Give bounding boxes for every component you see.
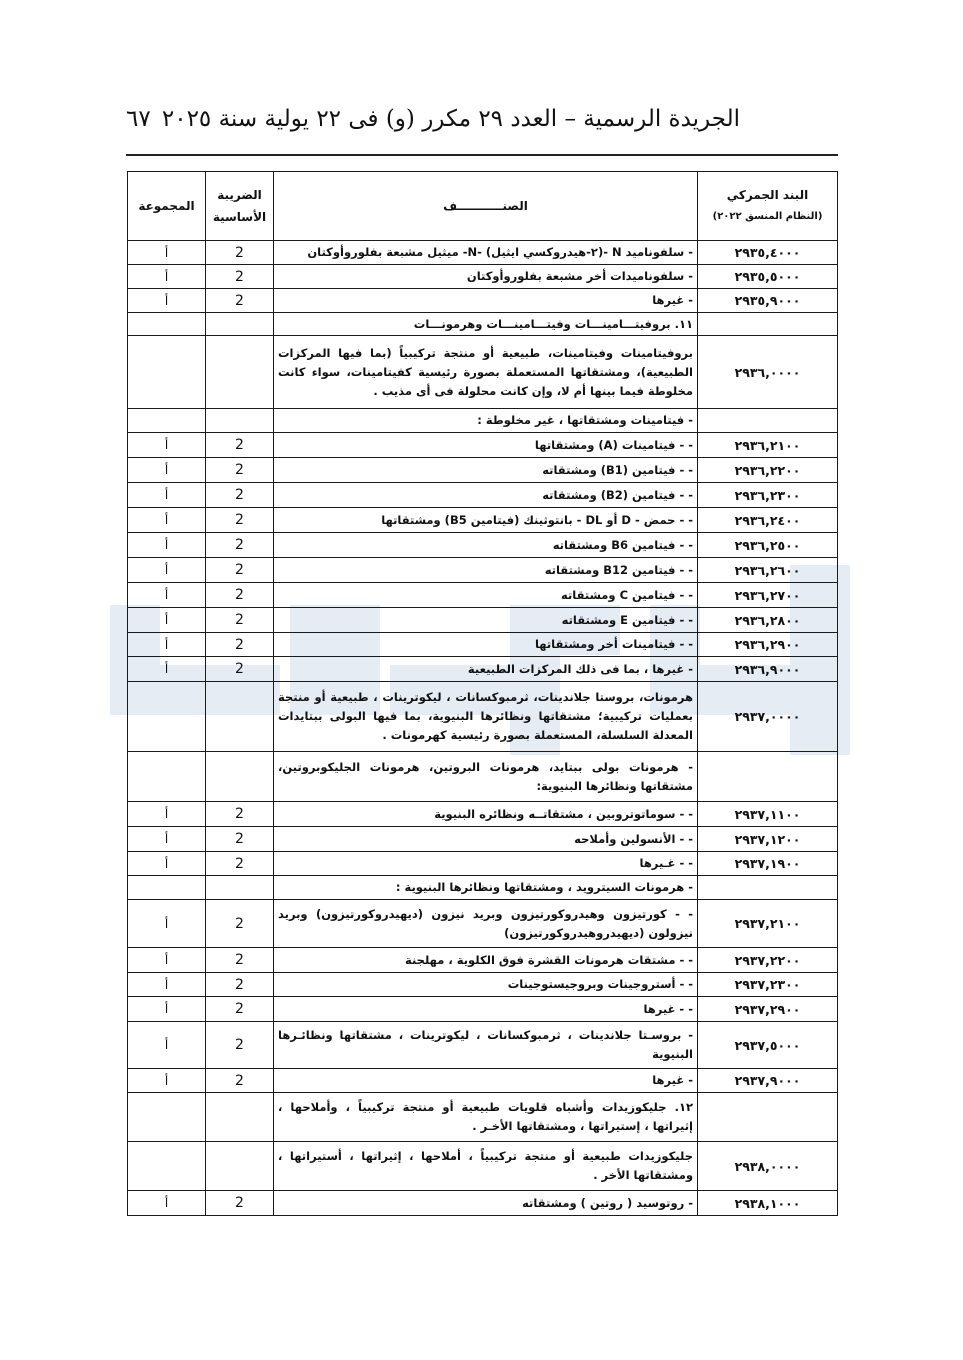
row-code: ٢٩٣٦,٢١٠٠ <box>698 433 838 458</box>
row-rate: 2 <box>206 241 274 265</box>
table-row <box>128 533 838 558</box>
table-row <box>128 583 838 608</box>
table-row <box>128 633 838 657</box>
row-rate: 2 <box>206 1191 274 1216</box>
row-description: - - حمض - D أو DL - بانتوثينك (فيتامين B5) ومشتقاتها <box>274 508 698 533</box>
row-rate <box>206 1093 274 1142</box>
row-rate <box>206 313 274 336</box>
table-row <box>128 1142 838 1191</box>
row-code <box>698 1093 838 1142</box>
row-description: ١٢. جليكوزيدات وأشباه قلويات طبيعية أو منتجة تركيبياً ، وأملاحها ، إثيراتها ، إستيراتها ، ومشتقاتها الأخـر . <box>274 1093 698 1142</box>
row-description: - - فيتامين C ومشتقاته <box>274 583 698 608</box>
row-group: أ <box>128 608 206 633</box>
table-row <box>128 241 838 265</box>
row-code: ٢٩٣٨,١٠٠٠ <box>698 1191 838 1216</box>
row-rate: 2 <box>206 997 274 1022</box>
row-rate: 2 <box>206 1022 274 1069</box>
table-row <box>128 876 838 900</box>
row-code: ٢٩٣٧,٢١٠٠ <box>698 900 838 948</box>
row-description: - غيرها <box>274 1069 698 1093</box>
row-code: ٢٩٣٥,٤٠٠٠ <box>698 241 838 265</box>
table-row <box>128 508 838 533</box>
row-group: أ <box>128 802 206 827</box>
row-rate: 2 <box>206 483 274 508</box>
row-rate: 2 <box>206 508 274 533</box>
row-group: أ <box>128 997 206 1022</box>
row-group: أ <box>128 483 206 508</box>
table-row <box>128 973 838 997</box>
row-description: - روتوسيد ( روتين ) ومشتقاته <box>274 1191 698 1216</box>
row-rate <box>206 1142 274 1191</box>
row-group: أ <box>128 558 206 583</box>
row-code: ٢٩٣٥,٥٠٠٠ <box>698 265 838 289</box>
row-group: أ <box>128 852 206 876</box>
row-rate: 2 <box>206 265 274 289</box>
table-header-row <box>128 172 838 241</box>
row-rate <box>206 682 274 752</box>
table-row <box>128 682 838 752</box>
row-group: أ <box>128 900 206 948</box>
table-row <box>128 752 838 802</box>
row-description: هرمونات، بروستا جلاندينات، ثرمبوكسانات ، ليكوترينات ، طبيعية أو منتجة بعمليات تركيبية؛ مشتقاتها ونظائرها البنيوية، بما فيها البولى ببتايدات المعدلة السلسلة، المستعملة بصورة رئيسية كهرمونات . <box>274 682 698 752</box>
row-group <box>128 682 206 752</box>
row-description: - - الأنسولين وأملاحه <box>274 827 698 852</box>
row-code: ٢٩٣٧,٠٠٠٠ <box>698 682 838 752</box>
row-rate: 2 <box>206 900 274 948</box>
row-group: أ <box>128 583 206 608</box>
row-rate: 2 <box>206 657 274 682</box>
row-description: - - فيتامين B12 ومشتقاته <box>274 558 698 583</box>
table-row <box>128 336 838 409</box>
row-group: أ <box>128 1069 206 1093</box>
code-header-label: البند الجمركي <box>726 188 809 202</box>
row-rate: 2 <box>206 458 274 483</box>
row-code: ٢٩٣٧,٢٣٠٠ <box>698 973 838 997</box>
header-divider <box>126 154 838 156</box>
table-row <box>128 483 838 508</box>
row-description: - - غـيرها <box>274 852 698 876</box>
row-description: - فيتامينات ومشتقاتها ، غير مخلوطة : <box>274 409 698 433</box>
row-description: - - فيتامين E ومشتقاته <box>274 608 698 633</box>
row-description: - - فيتامين (B1) ومشتقاته <box>274 458 698 483</box>
row-group: أ <box>128 433 206 458</box>
row-description: - غيرها ، بما فى ذلك المركزات الطبيعية <box>274 657 698 682</box>
row-code: ٢٩٣٦,٢٢٠٠ <box>698 458 838 483</box>
row-group: أ <box>128 1191 206 1216</box>
row-code <box>698 876 838 900</box>
row-description: ١١. بروفيتـــامينـــات وفيتـــامينـــات وهرمونـــات <box>274 313 698 336</box>
table-row <box>128 558 838 583</box>
column-header-group: المجموعة <box>128 172 206 241</box>
table-row <box>128 1093 838 1142</box>
row-rate: 2 <box>206 289 274 313</box>
row-description: - بروسـتا جلاندينات ، ثرمبوكسانات ، ليكوترينات ، مشتقاتها ونظائـرها البنيوية <box>274 1022 698 1069</box>
table-row <box>128 852 838 876</box>
row-rate: 2 <box>206 948 274 973</box>
row-rate: 2 <box>206 583 274 608</box>
table-row <box>128 313 838 336</box>
row-rate: 2 <box>206 827 274 852</box>
table-row <box>128 827 838 852</box>
row-rate: 2 <box>206 433 274 458</box>
table-row <box>128 608 838 633</box>
table-row <box>128 1191 838 1216</box>
row-group <box>128 313 206 336</box>
row-description: - هرمونات بولى ببتايد، هرمونات البروتين، هرمونات الجليكوبروتين، مشتقاتها ونظائرها البنيوية: <box>274 752 698 802</box>
row-rate <box>206 752 274 802</box>
table-row <box>128 289 838 313</box>
row-description: - سلفوناميدات أخر مشبعة بفلوروأوكتان <box>274 265 698 289</box>
row-code: ٢٩٣٦,٠٠٠٠ <box>698 336 838 409</box>
row-code: ٢٩٣٦,٢٩٠٠ <box>698 633 838 657</box>
row-group: أ <box>128 973 206 997</box>
column-header-code <box>698 172 838 241</box>
row-description: - - مشتقات هرمونات القشرة فوق الكلوية ، مهلجنة <box>274 948 698 973</box>
table-row <box>128 948 838 973</box>
row-group: أ <box>128 241 206 265</box>
row-rate: 2 <box>206 852 274 876</box>
row-code: ٢٩٣٧,١١٠٠ <box>698 802 838 827</box>
row-description: - - فيتامينات (A) ومشتقاتها <box>274 433 698 458</box>
row-rate <box>206 409 274 433</box>
row-description: بروفيتامينات وفيتامينات، طبيعية أو منتجة تركيبياً (بما فيها المركزات الطبيعية)، ومشتقاتها المستعملة بصورة رئيسية كفيتامينات، سواء كانت مخلوطة فيما بينها أم لا، وإن كانت محلولة فى أى مذيب . <box>274 336 698 409</box>
row-description: - - فيتامين B6 ومشتقاته <box>274 533 698 558</box>
table-row <box>128 458 838 483</box>
page-number: ٦٧ <box>126 106 151 132</box>
row-code: ٢٩٣٨,٠٠٠٠ <box>698 1142 838 1191</box>
row-description: - - كورتيزون وهيدروكورتيزون وبريد نيزون (ديهيدروكورتيزون) وبريد نيزولون (ديهيدروهيدروكورتيزون) <box>274 900 698 948</box>
row-group <box>128 876 206 900</box>
row-code: ٢٩٣٧,١٢٠٠ <box>698 827 838 852</box>
row-description: - - فيتامينات أخر ومشتقاتها <box>274 633 698 657</box>
row-code: ٢٩٣٧,٥٠٠٠ <box>698 1022 838 1069</box>
row-group: أ <box>128 1022 206 1069</box>
table-row <box>128 900 838 948</box>
row-rate <box>206 336 274 409</box>
row-group: أ <box>128 508 206 533</box>
row-rate: 2 <box>206 608 274 633</box>
row-code: ٢٩٣٥,٩٠٠٠ <box>698 289 838 313</box>
row-description: - - أستروجينات وبروجيستوجينات <box>274 973 698 997</box>
table-row <box>128 802 838 827</box>
row-code: ٢٩٣٦,٢٦٠٠ <box>698 558 838 583</box>
row-group: أ <box>128 458 206 483</box>
row-description: - - سوماتوتروبين ، مشتقاتــه ونظائره البنيوية <box>274 802 698 827</box>
row-code: ٢٩٣٦,٩٠٠٠ <box>698 657 838 682</box>
row-description: - سلفوناميد N -(٢-هيدروكسي ايثيل) -N- ميثيل مشبعة بفلوروأوكتان <box>274 241 698 265</box>
row-group <box>128 409 206 433</box>
row-group <box>128 336 206 409</box>
row-group: أ <box>128 533 206 558</box>
row-code <box>698 409 838 433</box>
row-rate: 2 <box>206 973 274 997</box>
row-group: أ <box>128 289 206 313</box>
gazette-title: الجريدة الرسمية – العدد ٢٩ مكرر (و) فى ٢٢ يولية سنة ٢٠٢٥ <box>161 106 740 132</box>
table-row <box>128 997 838 1022</box>
table-row <box>128 265 838 289</box>
row-group <box>128 1093 206 1142</box>
row-code: ٢٩٣٦,٢٧٠٠ <box>698 583 838 608</box>
table-row <box>128 1069 838 1093</box>
row-rate: 2 <box>206 633 274 657</box>
row-description: - غيرها <box>274 289 698 313</box>
row-group: أ <box>128 633 206 657</box>
row-rate: 2 <box>206 1069 274 1093</box>
row-code: ٢٩٣٦,٢٥٠٠ <box>698 533 838 558</box>
row-code: ٢٩٣٧,٩٠٠٠ <box>698 1069 838 1093</box>
table-row <box>128 409 838 433</box>
column-header-desc: الصنـــــــــــف <box>274 172 698 241</box>
table-row <box>128 657 838 682</box>
row-code: ٢٩٣٦,٢٤٠٠ <box>698 508 838 533</box>
row-rate <box>206 876 274 900</box>
row-group: أ <box>128 948 206 973</box>
row-group: أ <box>128 827 206 852</box>
column-header-rate: الضريبة الأساسية <box>206 172 274 241</box>
row-rate: 2 <box>206 558 274 583</box>
table-body <box>128 241 838 1216</box>
tariff-table <box>127 171 838 1216</box>
row-description: - - غيرها <box>274 997 698 1022</box>
row-description: - هرمونات السيترويد ، ومشتقاتها ونظائرها البنيوية : <box>274 876 698 900</box>
page-header <box>126 102 836 146</box>
code-header-sub: (النظام المنسق ٢٠٢٢) <box>712 211 823 222</box>
row-code <box>698 313 838 336</box>
row-code: ٢٩٣٧,٢٢٠٠ <box>698 948 838 973</box>
table-row <box>128 433 838 458</box>
row-description: - - فيتامين (B2) ومشتقاته <box>274 483 698 508</box>
row-group <box>128 1142 206 1191</box>
row-code: ٢٩٣٦,٢٣٠٠ <box>698 483 838 508</box>
row-description: جليكوزيدات طبيعية أو منتجة تركيبياً ، أملاحها ، إثيراتها ، أستيراتها ، ومشتقاتها الأخر . <box>274 1142 698 1191</box>
row-rate: 2 <box>206 533 274 558</box>
row-code: ٢٩٣٦,٢٨٠٠ <box>698 608 838 633</box>
row-code: ٢٩٣٧,٢٩٠٠ <box>698 997 838 1022</box>
row-code <box>698 752 838 802</box>
row-group: أ <box>128 265 206 289</box>
row-group: أ <box>128 657 206 682</box>
row-code: ٢٩٣٧,١٩٠٠ <box>698 852 838 876</box>
table-row <box>128 1022 838 1069</box>
row-group <box>128 752 206 802</box>
row-rate: 2 <box>206 802 274 827</box>
